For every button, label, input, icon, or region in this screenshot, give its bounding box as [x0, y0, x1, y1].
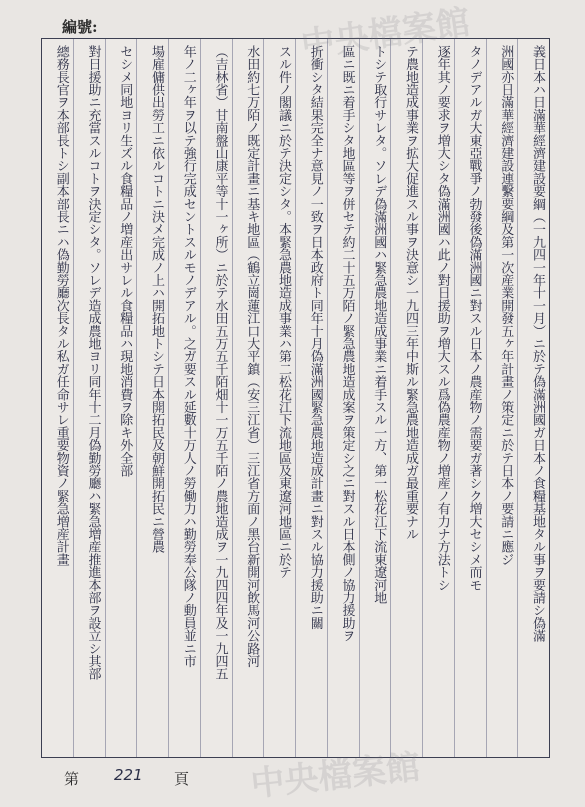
page-footer	[64, 766, 190, 789]
watermark-top: 中央檔案館	[298, 2, 473, 66]
text-column: 年ノ二ヶ年ヲ以テ強行完成セントスルモノデアル。之ガ要スル延數十万人ノ勞働力ハ勤勞奉公隊ノ動員並ニ市	[168, 39, 200, 757]
text-column: スル件ノ閣議ニ於テ決定シタ。本緊急農地造成事業ハ第二松花江下流地區及東遼河地區ニ於テ	[263, 39, 295, 757]
text-column: セシメ同地ヨリ生ズル食糧品ノ増産出サレル食糧品ハ現地消費ヲ除キ外全部	[105, 39, 137, 757]
header-label: 編號:	[62, 18, 98, 36]
text-column: 洲國亦日滿華經濟建設連繫要綱及第一次産業開發五ヶ年計畫ノ策定ニ於テ日本ノ要請ニ應ジ	[486, 39, 518, 757]
text-column: テ農地造成事業ヲ拡大促進スル事ヲ決意シ一九四三年中斯ル緊急農地造成ガ最重要ナル	[390, 39, 422, 757]
text-column: トシテ取行サレタ。ソレデ偽滿洲國ハ緊急農地造成事業ニ着手スル一方、第一松花江下流東遼河地	[359, 39, 391, 757]
watermark-bottom: 中央檔案館	[248, 747, 422, 805]
text-column: 場雇傭供出勞工ニ依ルコトニ決メ完成ノ上ハ開拓地トシテ日本開拓民及朝鮮開拓民ニ營農	[136, 39, 168, 757]
manuscript-grid-sheet	[41, 38, 550, 758]
text-column: （吉林省）甘南盤山康平等十一ヶ所）ニ於テ水田五万五千陌畑十一万五千陌ノ農地造成ヲ一九四四年及一九四五	[200, 39, 232, 757]
text-column: 水田約七万陌ノ既定計畫ニ基キ地區（鶴立崗蓮江口大平鎮（安三江省）三江省方面ノ黑台新開河飲馬河公路河	[232, 39, 264, 757]
text-column: 區ニ既ニ着手シタ地區等ヲ併セテ約二十五万陌ノ緊急農地造成案ヲ策定シ之ニ對スル日本側ノ協力援助ヲ	[327, 39, 359, 757]
page-number: 221	[114, 766, 143, 784]
text-column: タノデアルガ大東亞戰爭ノ勃發後偽滿洲國ニ對スル日本ノ農産物ノ需要ガ著シク増大セシメ而モ	[454, 39, 486, 757]
text-column: 逐年其ノ要求ヲ増大シタ偽滿洲國ハ此ノ對日援助ヲ増大スル爲偽農産物ノ増産ノ有力ナ方法トシ	[422, 39, 454, 757]
text-column: 折衝シタ結果完全ナ意見ノ一致ヲ日本政府ト同年十月偽滿洲國緊急農地造成計畫ニ對スル協力援助ニ關	[295, 39, 327, 757]
text-column: 總務長官ヲ本部長トシ副本部長ニハ偽勤勞廳次長タル私ガ任命サレ重要物資ノ緊急増産計畫	[53, 45, 69, 566]
text-column: 對日援助ニ充當スルコトヲ決定シタ。ソレデ造成農地ヨリ同年十二月偽勤勞廳ハ緊急増産推進本部ヲ設立シ其部	[73, 39, 105, 757]
footer-prefix: 第	[64, 770, 80, 788]
footer-suffix: 頁	[174, 770, 190, 788]
text-column: 義日本ハ日滿華經濟建設要綱（一九四一年十一月）ニ於テ偽滿洲國ガ日本ノ食糧基地タル事ヲ要請シ偽滿	[517, 39, 549, 757]
